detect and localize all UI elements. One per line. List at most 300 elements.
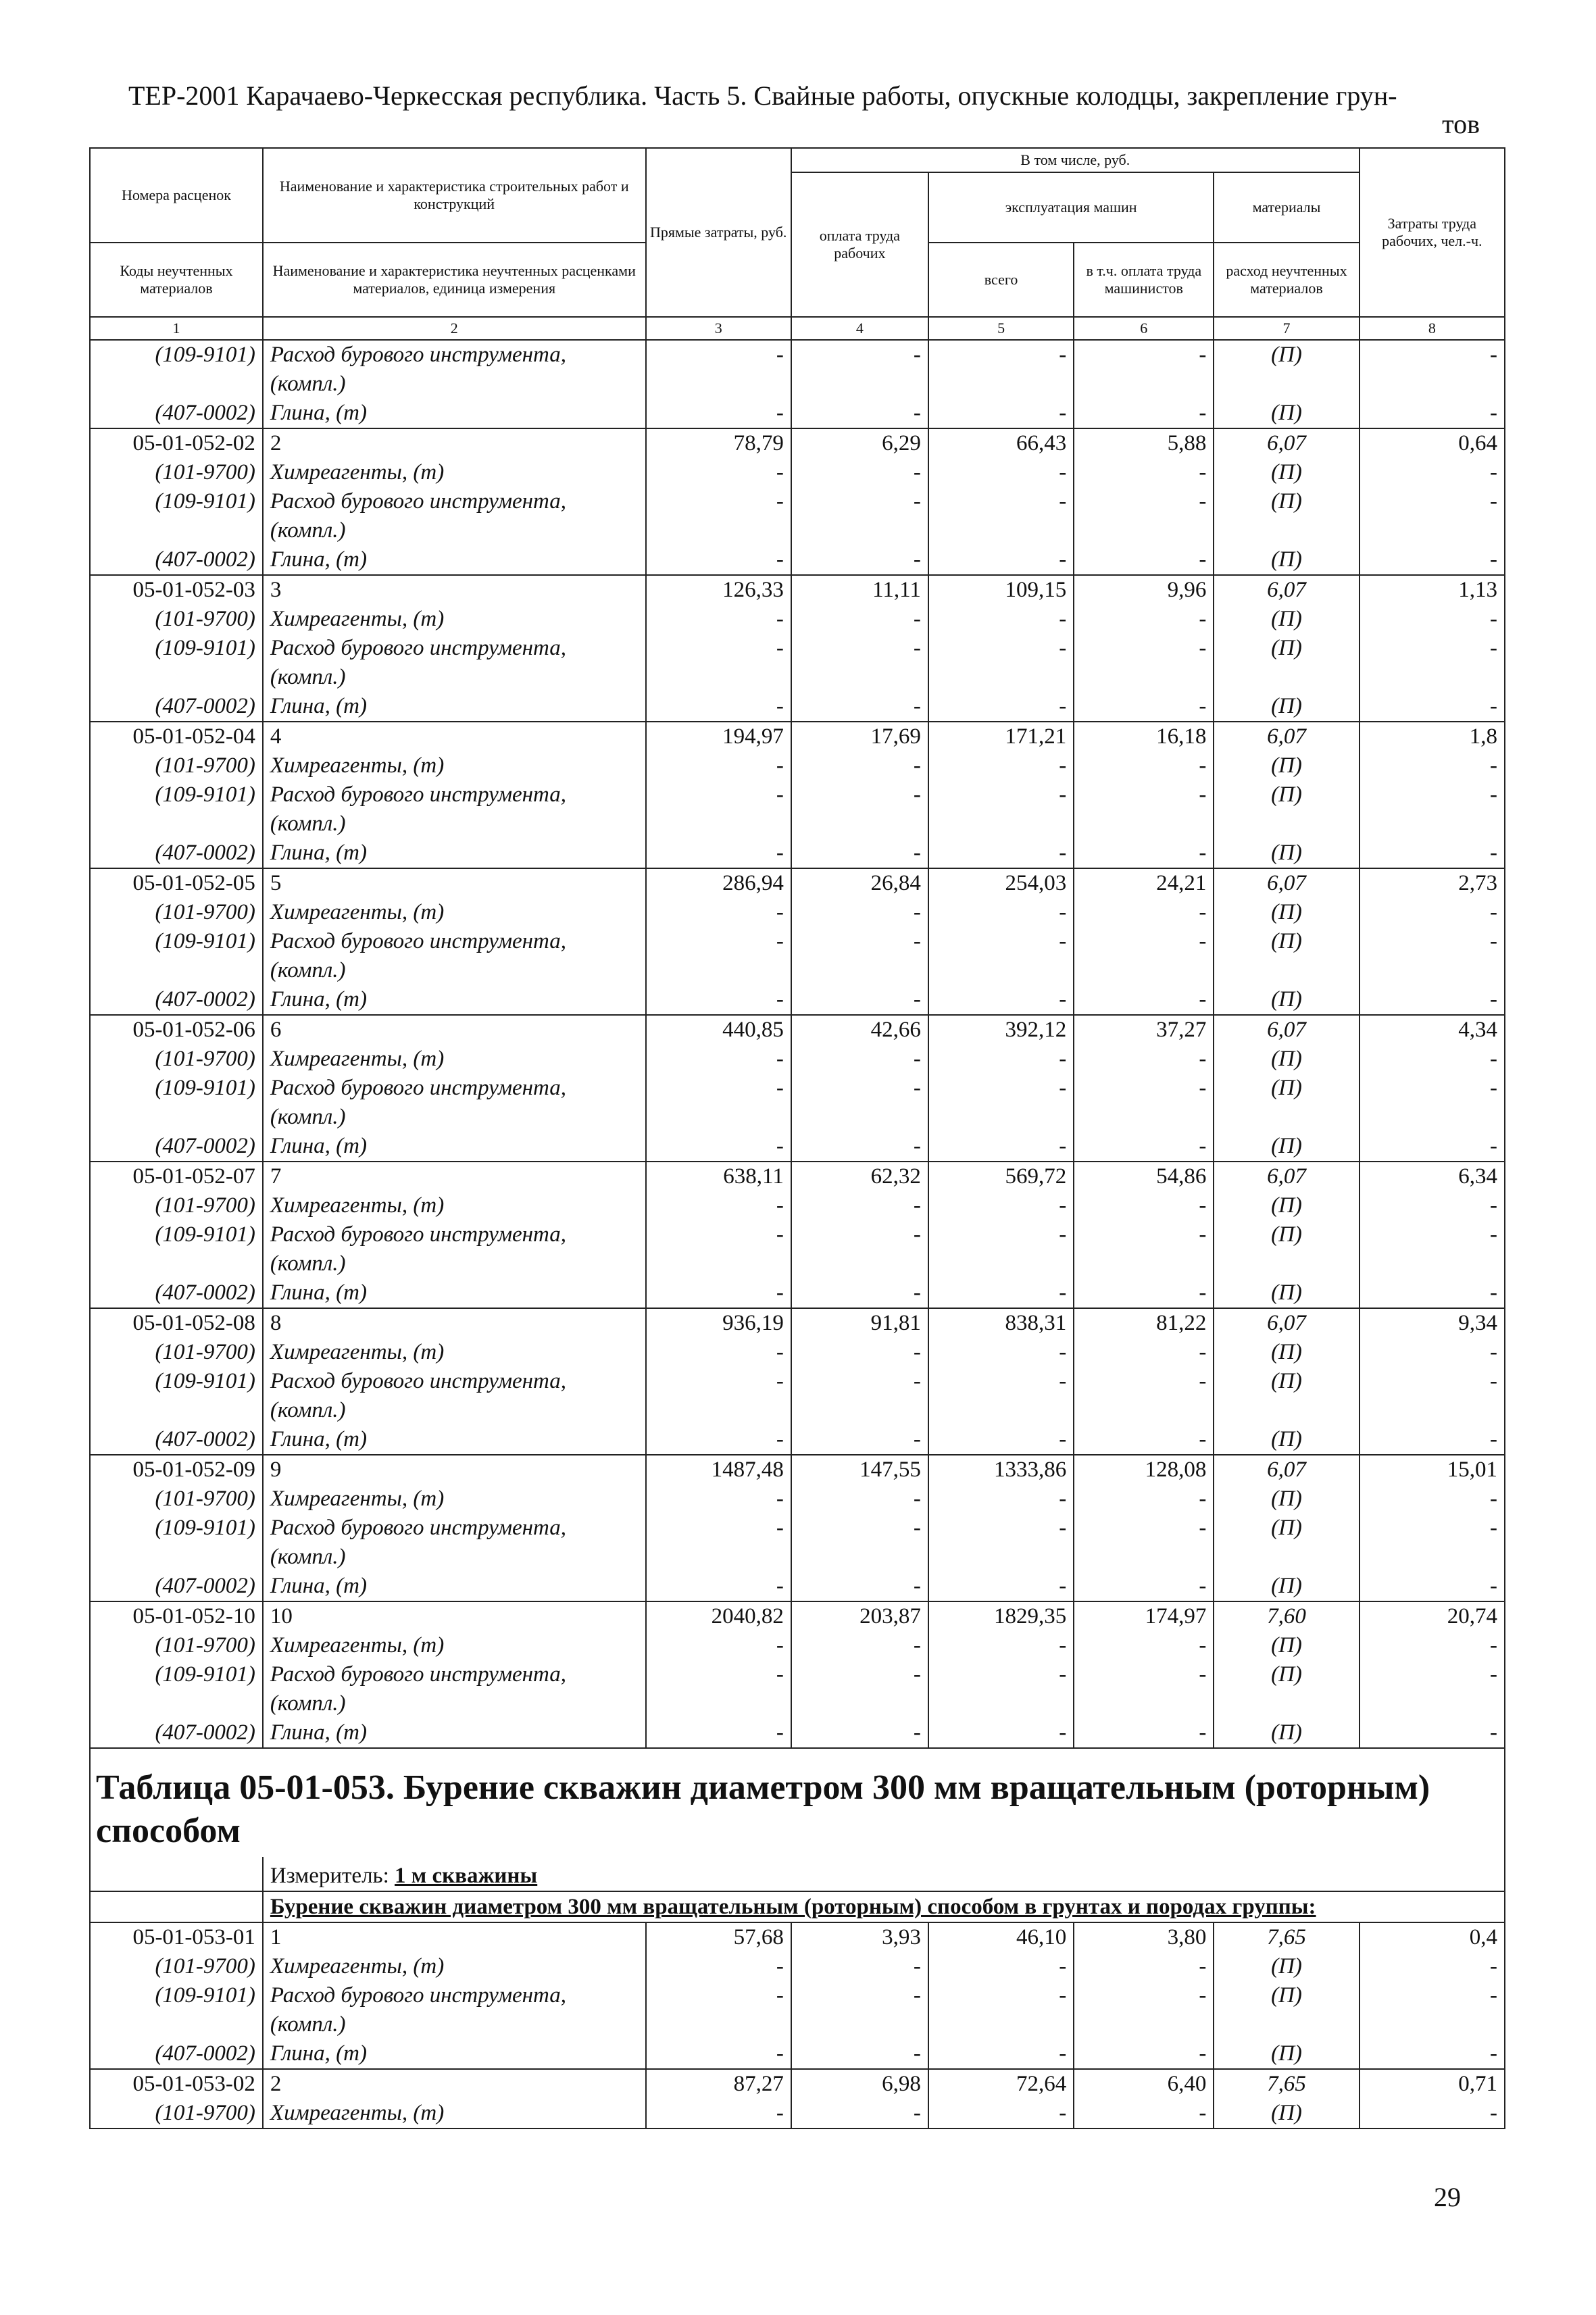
table-053-title bbox=[90, 1748, 1505, 1857]
cell-machinist-pay: - bbox=[1074, 1338, 1214, 1367]
cell-labor-pay: - bbox=[791, 1074, 928, 1103]
cell-direct-cost: 87,27 bbox=[646, 2069, 791, 2099]
cell-direct-cost bbox=[646, 810, 791, 839]
cell-direct-cost: - bbox=[646, 898, 791, 927]
cell-direct-cost: - bbox=[646, 1718, 791, 1748]
cell-materials: (П) bbox=[1214, 487, 1359, 516]
cell-name: 1 bbox=[263, 1922, 646, 1952]
cell-labor-pay: 6,98 bbox=[791, 2069, 928, 2099]
rates-table bbox=[89, 147, 1505, 2129]
table-row bbox=[90, 1543, 1505, 1572]
cell-materials: (П) bbox=[1214, 898, 1359, 927]
cell-code: (109-9101) bbox=[90, 1220, 263, 1249]
cell-labor-hours: 4,34 bbox=[1360, 1015, 1505, 1045]
cell-name: (компл.) bbox=[263, 956, 646, 985]
cell-labor-hours: - bbox=[1360, 1074, 1505, 1103]
table-row bbox=[90, 634, 1505, 663]
measure-spacer bbox=[90, 1857, 263, 1891]
cell-materials bbox=[1214, 1543, 1359, 1572]
cell-materials bbox=[1214, 516, 1359, 545]
cell-machinist-pay: - bbox=[1074, 1191, 1214, 1220]
cell-code bbox=[90, 1689, 263, 1718]
cell-machinist-pay: - bbox=[1074, 340, 1214, 370]
cell-name: Расход бурового инструмента, bbox=[263, 780, 646, 810]
cell-machine-total: - bbox=[928, 487, 1074, 516]
cell-materials: (П) bbox=[1214, 634, 1359, 663]
cell-direct-cost: 638,11 bbox=[646, 1162, 791, 1191]
table-row bbox=[90, 1718, 1505, 1748]
cell-machine-total: - bbox=[928, 1660, 1074, 1689]
cell-materials bbox=[1214, 1689, 1359, 1718]
cell-labor-hours: - bbox=[1360, 634, 1505, 663]
cell-name: 9 bbox=[263, 1455, 646, 1485]
cell-labor-pay bbox=[791, 956, 928, 985]
cell-materials: (П) bbox=[1214, 1485, 1359, 1514]
cell-machine-total: - bbox=[928, 985, 1074, 1015]
cell-direct-cost: - bbox=[646, 1367, 791, 1396]
cell-machine-total: 392,12 bbox=[928, 1015, 1074, 1045]
cell-labor-hours: - bbox=[1360, 1952, 1505, 1981]
cell-machine-total: - bbox=[928, 605, 1074, 634]
cell-labor-hours: - bbox=[1360, 458, 1505, 487]
cell-labor-pay bbox=[791, 370, 928, 399]
cell-labor-hours bbox=[1360, 956, 1505, 985]
cell-materials: 6,07 bbox=[1214, 1162, 1359, 1191]
head-group-machines: эксплуатация машин bbox=[928, 172, 1214, 243]
cell-direct-cost: - bbox=[646, 927, 791, 956]
cell-machinist-pay bbox=[1074, 1543, 1214, 1572]
cell-labor-pay: 26,84 bbox=[791, 868, 928, 898]
col-number: 6 bbox=[1074, 317, 1214, 340]
cell-direct-cost bbox=[646, 1689, 791, 1718]
cell-machinist-pay: - bbox=[1074, 927, 1214, 956]
cell-machinist-pay: - bbox=[1074, 1718, 1214, 1748]
cell-machine-total bbox=[928, 956, 1074, 985]
table-row bbox=[90, 428, 1505, 458]
cell-name: 3 bbox=[263, 575, 646, 605]
table-row bbox=[90, 927, 1505, 956]
cell-labor-hours: - bbox=[1360, 839, 1505, 868]
cell-direct-cost: - bbox=[646, 545, 791, 575]
cell-labor-hours bbox=[1360, 810, 1505, 839]
cell-name: Расход бурового инструмента, bbox=[263, 1660, 646, 1689]
table-row bbox=[90, 1278, 1505, 1308]
cell-machine-total bbox=[928, 516, 1074, 545]
table-row bbox=[90, 340, 1505, 370]
cell-name: 5 bbox=[263, 868, 646, 898]
cell-direct-cost: - bbox=[646, 2099, 791, 2129]
cell-labor-hours: 1,8 bbox=[1360, 722, 1505, 751]
cell-labor-hours: - bbox=[1360, 1278, 1505, 1308]
cell-labor-pay: - bbox=[791, 340, 928, 370]
cell-direct-cost: - bbox=[646, 780, 791, 810]
cell-labor-hours: 20,74 bbox=[1360, 1601, 1505, 1631]
cell-code: 05-01-052-09 bbox=[90, 1455, 263, 1485]
cell-labor-pay: - bbox=[791, 399, 928, 428]
cell-materials bbox=[1214, 2010, 1359, 2039]
cell-machine-total: - bbox=[928, 399, 1074, 428]
cell-name: Химреагенты, (т) bbox=[263, 1191, 646, 1220]
cell-name: Химреагенты, (т) bbox=[263, 1485, 646, 1514]
measure-value: 1 м скважины bbox=[395, 1864, 538, 1888]
cell-machinist-pay bbox=[1074, 1396, 1214, 1425]
cell-materials: (П) bbox=[1214, 692, 1359, 722]
cell-code: (407-0002) bbox=[90, 839, 263, 868]
cell-machine-total bbox=[928, 1396, 1074, 1425]
head-col2-top: Наименование и характеристика строительных работ и конструкций bbox=[279, 178, 629, 212]
cell-machinist-pay: - bbox=[1074, 545, 1214, 575]
cell-direct-cost: - bbox=[646, 1631, 791, 1660]
cell-code: (109-9101) bbox=[90, 487, 263, 516]
cell-machine-total bbox=[928, 1249, 1074, 1278]
cell-direct-cost bbox=[646, 1396, 791, 1425]
cell-labor-hours: - bbox=[1360, 2039, 1505, 2069]
cell-direct-cost: - bbox=[646, 634, 791, 663]
cell-labor-pay bbox=[791, 810, 928, 839]
cell-materials: (П) bbox=[1214, 1278, 1359, 1308]
cell-materials: (П) bbox=[1214, 1631, 1359, 1660]
col-number: 3 bbox=[646, 317, 791, 340]
table-row bbox=[90, 780, 1505, 810]
cell-code: 05-01-052-10 bbox=[90, 1601, 263, 1631]
table-row bbox=[90, 1952, 1505, 1981]
cell-labor-pay bbox=[791, 663, 928, 692]
head-col1 bbox=[90, 148, 263, 243]
page-header bbox=[128, 80, 1480, 141]
cell-materials: 6,07 bbox=[1214, 868, 1359, 898]
cell-name: Химреагенты, (т) bbox=[263, 751, 646, 780]
cell-direct-cost: 57,68 bbox=[646, 1922, 791, 1952]
cell-name: (компл.) bbox=[263, 810, 646, 839]
cell-machinist-pay: - bbox=[1074, 780, 1214, 810]
cell-direct-cost: 1487,48 bbox=[646, 1455, 791, 1485]
cell-machine-total: - bbox=[928, 2099, 1074, 2129]
cell-materials: 7,65 bbox=[1214, 1922, 1359, 1952]
cell-labor-hours: - bbox=[1360, 2099, 1505, 2129]
cell-materials: (П) bbox=[1214, 927, 1359, 956]
cell-code: (407-0002) bbox=[90, 985, 263, 1015]
table-053-title-text: Таблица 05-01-053. Бурение скважин диаметром 300 мм вращательным (роторным) способом bbox=[96, 1768, 1430, 1850]
cell-labor-pay: - bbox=[791, 1191, 928, 1220]
cell-machine-total: - bbox=[928, 1952, 1074, 1981]
cell-materials: (П) bbox=[1214, 1425, 1359, 1455]
cell-name: (компл.) bbox=[263, 1249, 646, 1278]
cell-name: Глина, (т) bbox=[263, 839, 646, 868]
head-col2-bottom: Наименование и характеристика неучтенных расценками материалов, единица измерения bbox=[263, 243, 646, 317]
cell-machine-total: 1829,35 bbox=[928, 1601, 1074, 1631]
cell-labor-hours: - bbox=[1360, 545, 1505, 575]
head-group-materials: материалы bbox=[1214, 172, 1359, 243]
cell-machine-total: - bbox=[928, 340, 1074, 370]
cell-name: Химреагенты, (т) bbox=[263, 898, 646, 927]
cell-materials: (П) bbox=[1214, 1660, 1359, 1689]
cell-name: (компл.) bbox=[263, 1396, 646, 1425]
cell-labor-pay: - bbox=[791, 1718, 928, 1748]
cell-materials: 7,65 bbox=[1214, 2069, 1359, 2099]
cell-labor-pay bbox=[791, 2010, 928, 2039]
cell-machinist-pay bbox=[1074, 1249, 1214, 1278]
head-col6: в т.ч. оплата труда машинистов bbox=[1074, 243, 1214, 317]
cell-materials: (П) bbox=[1214, 2039, 1359, 2069]
cell-name: 7 bbox=[263, 1162, 646, 1191]
cell-machine-total: 254,03 bbox=[928, 868, 1074, 898]
cell-name: Глина, (т) bbox=[263, 1132, 646, 1162]
cell-name: Расход бурового инструмента, bbox=[263, 1367, 646, 1396]
table-row bbox=[90, 1572, 1505, 1601]
table-row bbox=[90, 1922, 1505, 1952]
cell-materials: (П) bbox=[1214, 985, 1359, 1015]
cell-direct-cost: 440,85 bbox=[646, 1015, 791, 1045]
cell-code bbox=[90, 956, 263, 985]
cell-machine-total: 838,31 bbox=[928, 1308, 1074, 1338]
cell-materials bbox=[1214, 1249, 1359, 1278]
cell-machinist-pay: - bbox=[1074, 2039, 1214, 2069]
cell-machinist-pay: - bbox=[1074, 751, 1214, 780]
table-row bbox=[90, 487, 1505, 516]
cell-labor-pay: 3,93 bbox=[791, 1922, 928, 1952]
cell-code: (101-9700) bbox=[90, 1191, 263, 1220]
cell-materials bbox=[1214, 1103, 1359, 1132]
cell-materials: (П) bbox=[1214, 1338, 1359, 1367]
cell-materials: 6,07 bbox=[1214, 722, 1359, 751]
cell-machinist-pay: 174,97 bbox=[1074, 1601, 1214, 1631]
cell-materials bbox=[1214, 810, 1359, 839]
cell-code bbox=[90, 810, 263, 839]
cell-name: Глина, (т) bbox=[263, 399, 646, 428]
cell-labor-hours: 0,64 bbox=[1360, 428, 1505, 458]
col-number: 4 bbox=[791, 317, 928, 340]
cell-name: Глина, (т) bbox=[263, 2039, 646, 2069]
cell-direct-cost: - bbox=[646, 1425, 791, 1455]
cell-machine-total: - bbox=[928, 898, 1074, 927]
cell-machine-total: - bbox=[928, 545, 1074, 575]
table-row bbox=[90, 458, 1505, 487]
table-row bbox=[90, 2010, 1505, 2039]
cell-labor-pay: 11,11 bbox=[791, 575, 928, 605]
cell-machine-total: - bbox=[928, 1045, 1074, 1074]
cell-machinist-pay: - bbox=[1074, 1425, 1214, 1455]
cell-materials: (П) bbox=[1214, 1514, 1359, 1543]
cell-labor-pay: 147,55 bbox=[791, 1455, 928, 1485]
cell-labor-pay: - bbox=[791, 1338, 928, 1367]
cell-code: 05-01-052-02 bbox=[90, 428, 263, 458]
cell-labor-pay: - bbox=[791, 1220, 928, 1249]
cell-machine-total bbox=[928, 810, 1074, 839]
cell-code bbox=[90, 663, 263, 692]
cell-labor-pay: - bbox=[791, 1631, 928, 1660]
cell-name: Химреагенты, (т) bbox=[263, 1952, 646, 1981]
cell-code: (101-9700) bbox=[90, 1485, 263, 1514]
cell-name: (компл.) bbox=[263, 663, 646, 692]
cell-name: Расход бурового инструмента, bbox=[263, 340, 646, 370]
cell-code: (407-0002) bbox=[90, 399, 263, 428]
cell-name: Химреагенты, (т) bbox=[263, 458, 646, 487]
cell-labor-hours bbox=[1360, 1103, 1505, 1132]
cell-labor-hours: - bbox=[1360, 1981, 1505, 2010]
cell-labor-pay: - bbox=[791, 545, 928, 575]
cell-materials: (П) bbox=[1214, 1074, 1359, 1103]
cell-direct-cost: - bbox=[646, 458, 791, 487]
cell-materials: (П) bbox=[1214, 1981, 1359, 2010]
table-row bbox=[90, 1485, 1505, 1514]
cell-machine-total: - bbox=[928, 1191, 1074, 1220]
cell-machinist-pay: - bbox=[1074, 1631, 1214, 1660]
head-col1-bottom: Коды неучтенных материалов bbox=[90, 243, 263, 317]
section-title: Бурение скважин диаметром 300 мм вращательным (роторным) способом в грунтах и породах группы: bbox=[263, 1891, 1505, 1922]
cell-labor-hours: - bbox=[1360, 487, 1505, 516]
cell-machine-total: - bbox=[928, 1981, 1074, 2010]
cell-name: Расход бурового инструмента, bbox=[263, 487, 646, 516]
cell-machinist-pay: - bbox=[1074, 898, 1214, 927]
cell-labor-pay: - bbox=[791, 1132, 928, 1162]
table-053-header bbox=[90, 1748, 1505, 1922]
cell-labor-hours: - bbox=[1360, 898, 1505, 927]
cell-code bbox=[90, 1249, 263, 1278]
cell-machinist-pay: 24,21 bbox=[1074, 868, 1214, 898]
cell-code: 05-01-052-06 bbox=[90, 1015, 263, 1045]
cell-machine-total: - bbox=[928, 1485, 1074, 1514]
table-row bbox=[90, 1074, 1505, 1103]
cell-direct-cost: - bbox=[646, 1572, 791, 1601]
cell-labor-hours: - bbox=[1360, 1045, 1505, 1074]
cell-labor-hours bbox=[1360, 1249, 1505, 1278]
cell-code: 05-01-053-01 bbox=[90, 1922, 263, 1952]
cell-machine-total: 109,15 bbox=[928, 575, 1074, 605]
cell-labor-hours: - bbox=[1360, 1660, 1505, 1689]
cell-labor-pay: - bbox=[791, 634, 928, 663]
cell-name: (компл.) bbox=[263, 516, 646, 545]
table-row bbox=[90, 1660, 1505, 1689]
header-title: ТЕР-2001 Карачаево-Черкесская республика. Часть 5. Свайные работы, опускные колодцы, закрепление грун- bbox=[128, 80, 1397, 111]
header-title-tail: тов bbox=[1442, 109, 1480, 139]
cell-machinist-pay bbox=[1074, 1103, 1214, 1132]
cell-machinist-pay: 128,08 bbox=[1074, 1455, 1214, 1485]
cell-labor-pay: - bbox=[791, 1660, 928, 1689]
cell-labor-hours: 2,73 bbox=[1360, 868, 1505, 898]
table-row bbox=[90, 516, 1505, 545]
cell-code: 05-01-053-02 bbox=[90, 2069, 263, 2099]
table-row bbox=[90, 1015, 1505, 1045]
cell-labor-hours: 15,01 bbox=[1360, 1455, 1505, 1485]
cell-name: (компл.) bbox=[263, 1543, 646, 1572]
table-row bbox=[90, 1162, 1505, 1191]
cell-labor-hours: - bbox=[1360, 1338, 1505, 1367]
cell-direct-cost: - bbox=[646, 487, 791, 516]
cell-labor-pay bbox=[791, 1396, 928, 1425]
cell-code: 05-01-052-08 bbox=[90, 1308, 263, 1338]
cell-machinist-pay: - bbox=[1074, 1981, 1214, 2010]
cell-labor-hours: 9,34 bbox=[1360, 1308, 1505, 1338]
cell-materials: (П) bbox=[1214, 605, 1359, 634]
cell-machine-total: - bbox=[928, 692, 1074, 722]
table-row bbox=[90, 545, 1505, 575]
cell-code: (407-0002) bbox=[90, 2039, 263, 2069]
cell-name: (компл.) bbox=[263, 1103, 646, 1132]
cell-code: (109-9101) bbox=[90, 927, 263, 956]
table-row bbox=[90, 1045, 1505, 1074]
cell-labor-pay: 62,32 bbox=[791, 1162, 928, 1191]
cell-labor-pay: - bbox=[791, 605, 928, 634]
cell-labor-hours: - bbox=[1360, 1514, 1505, 1543]
cell-code bbox=[90, 1103, 263, 1132]
cell-direct-cost: - bbox=[646, 1220, 791, 1249]
cell-code: (109-9101) bbox=[90, 780, 263, 810]
cell-machinist-pay bbox=[1074, 2010, 1214, 2039]
cell-materials: (П) bbox=[1214, 1132, 1359, 1162]
table-row bbox=[90, 1367, 1505, 1396]
cell-labor-hours: 0,71 bbox=[1360, 2069, 1505, 2099]
cell-code: (109-9101) bbox=[90, 1367, 263, 1396]
cell-machine-total: - bbox=[928, 927, 1074, 956]
cell-code: 05-01-052-05 bbox=[90, 868, 263, 898]
cell-materials bbox=[1214, 956, 1359, 985]
cell-machine-total: 1333,86 bbox=[928, 1455, 1074, 1485]
cell-labor-pay: - bbox=[791, 1572, 928, 1601]
table-row bbox=[90, 985, 1505, 1015]
cell-direct-cost: 78,79 bbox=[646, 428, 791, 458]
cell-direct-cost: - bbox=[646, 1338, 791, 1367]
cell-machinist-pay: - bbox=[1074, 985, 1214, 1015]
cell-code bbox=[90, 1543, 263, 1572]
cell-direct-cost: - bbox=[646, 1981, 791, 2010]
cell-machinist-pay: - bbox=[1074, 1514, 1214, 1543]
cell-labor-hours: - bbox=[1360, 780, 1505, 810]
cell-labor-pay: - bbox=[791, 1981, 928, 2010]
table-row bbox=[90, 1689, 1505, 1718]
cell-labor-pay: - bbox=[791, 487, 928, 516]
cell-labor-pay bbox=[791, 1249, 928, 1278]
table-row bbox=[90, 1601, 1505, 1631]
cell-materials: (П) bbox=[1214, 1191, 1359, 1220]
cell-labor-hours bbox=[1360, 370, 1505, 399]
cell-name: Расход бурового инструмента, bbox=[263, 1981, 646, 2010]
table-row bbox=[90, 2039, 1505, 2069]
cell-machinist-pay: - bbox=[1074, 605, 1214, 634]
table-row bbox=[90, 839, 1505, 868]
cell-code: (101-9700) bbox=[90, 898, 263, 927]
cell-name: 4 bbox=[263, 722, 646, 751]
cell-name: 10 bbox=[263, 1601, 646, 1631]
cell-labor-hours bbox=[1360, 2010, 1505, 2039]
table-row bbox=[90, 1220, 1505, 1249]
cell-code: (109-9101) bbox=[90, 1981, 263, 2010]
head-col1-top: Номера расценок bbox=[121, 186, 231, 203]
cell-machinist-pay: 37,27 bbox=[1074, 1015, 1214, 1045]
page-number: 29 bbox=[1434, 2182, 1461, 2212]
cell-labor-pay bbox=[791, 1689, 928, 1718]
cell-direct-cost: - bbox=[646, 1278, 791, 1308]
cell-machine-total bbox=[928, 2010, 1074, 2039]
cell-labor-hours bbox=[1360, 516, 1505, 545]
cell-machinist-pay: - bbox=[1074, 1572, 1214, 1601]
col-number: 7 bbox=[1214, 317, 1359, 340]
col-number: 2 bbox=[263, 317, 646, 340]
table-row bbox=[90, 898, 1505, 927]
cell-labor-hours: - bbox=[1360, 605, 1505, 634]
cell-materials: 6,07 bbox=[1214, 428, 1359, 458]
table-row bbox=[90, 1981, 1505, 2010]
cell-labor-hours: - bbox=[1360, 1572, 1505, 1601]
cell-machinist-pay bbox=[1074, 516, 1214, 545]
cell-machinist-pay: - bbox=[1074, 1485, 1214, 1514]
cell-labor-pay: 6,29 bbox=[791, 428, 928, 458]
cell-code: (407-0002) bbox=[90, 1278, 263, 1308]
cell-labor-hours: - bbox=[1360, 751, 1505, 780]
cell-materials: (П) bbox=[1214, 399, 1359, 428]
cell-materials: (П) bbox=[1214, 751, 1359, 780]
cell-machinist-pay: - bbox=[1074, 2099, 1214, 2129]
table-head bbox=[90, 148, 1505, 340]
